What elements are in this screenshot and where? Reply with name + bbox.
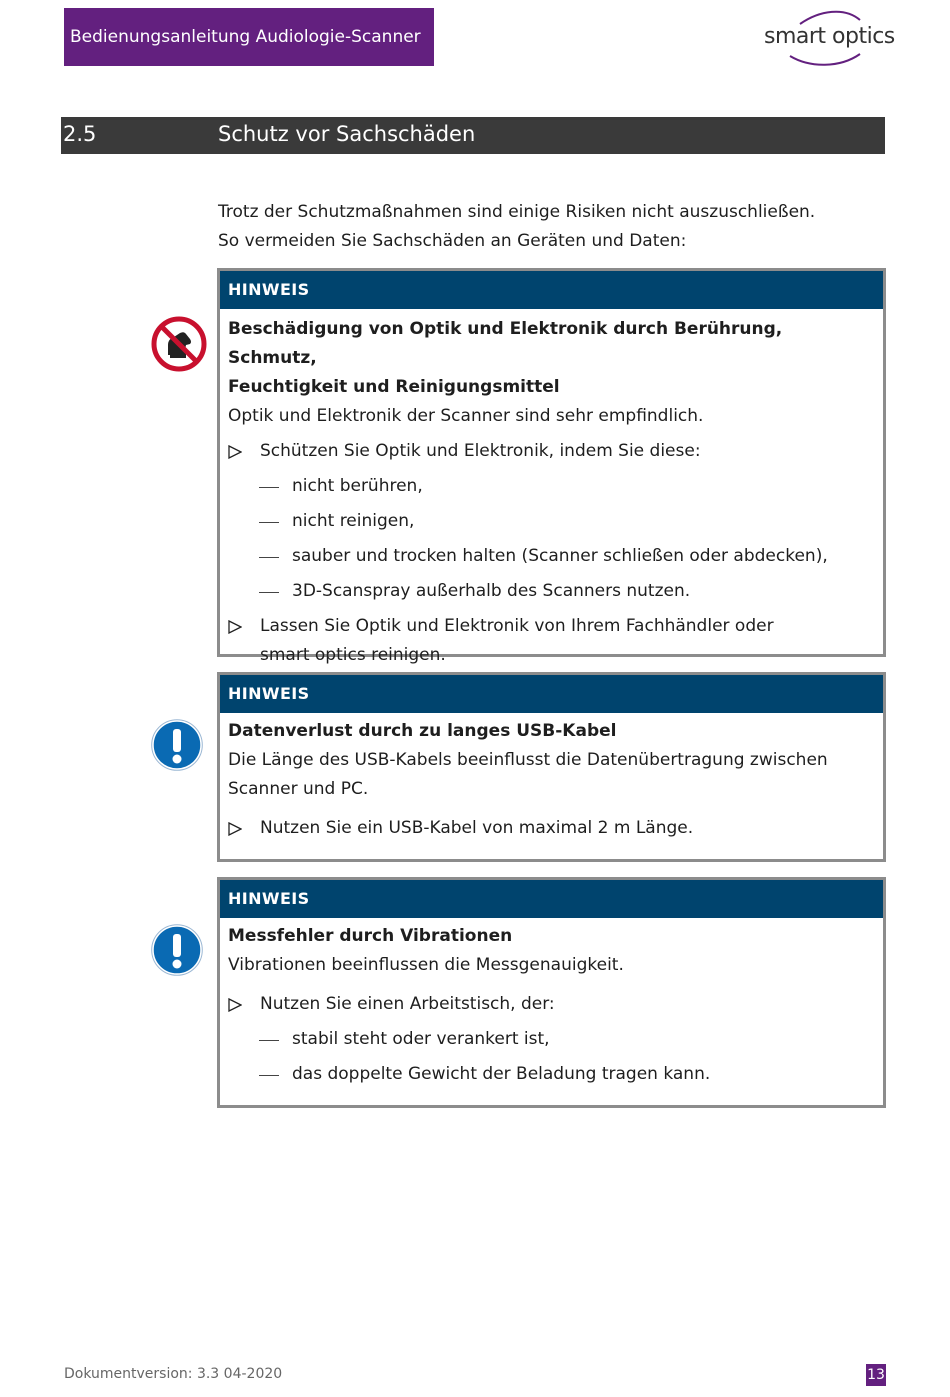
document-header — [64, 8, 434, 66]
instruction-step — [228, 612, 875, 670]
notice-title-line: Feuchtigkeit und Reinigungsmittel — [228, 377, 560, 397]
list-item-text: stabil steht oder verankert ist, — [292, 1029, 550, 1049]
notice-text: Vibrationen beeinflussen die Messgenauigkeit. — [228, 955, 624, 975]
dash-bullet-icon — [259, 487, 279, 488]
logo-text: smart optics — [764, 24, 895, 49]
notice-title-line: Beschädigung von Optik und Elektronik durch Berührung, Schmutz, — [228, 319, 783, 368]
notice-box-usb — [217, 672, 886, 862]
notice-body — [220, 713, 883, 851]
notice-header: HINWEIS — [220, 271, 883, 309]
do-not-touch-icon — [150, 315, 208, 373]
instruction-step — [228, 814, 875, 843]
page-number: 13 — [866, 1364, 886, 1386]
list-item — [228, 507, 875, 536]
exclamation-icon — [151, 924, 203, 976]
step-text: Nutzen Sie einen Arbeitstisch, der: — [260, 994, 555, 1014]
step-text: smart optics reinigen. — [260, 645, 446, 665]
intro-text — [218, 198, 878, 256]
list-item-text: 3D-Scanspray außerhalb des Scanners nutzen. — [292, 581, 691, 601]
notice-body — [220, 309, 883, 678]
exclamation-icon — [151, 719, 203, 771]
notice-body — [220, 918, 883, 1097]
list-item-text: das doppelte Gewicht der Beladung tragen kann. — [292, 1064, 711, 1084]
list-item-text: nicht berühren, — [292, 476, 423, 496]
notice-title — [228, 315, 875, 402]
notice-title: Messfehler durch Vibrationen — [228, 926, 513, 946]
list-item — [228, 1025, 875, 1054]
instruction-step — [228, 437, 875, 466]
document-version: Dokumentversion: 3.3 04-2020 — [64, 1366, 283, 1382]
intro-line: So vermeiden Sie Sachschäden an Geräten und Daten: — [218, 231, 687, 251]
step-text: Schützen Sie Optik und Elektronik, indem Sie diese: — [260, 441, 701, 461]
section-number: 2.5 — [63, 122, 97, 146]
header-title: Bedienungsanleitung Audiologie-Scanner — [70, 27, 421, 47]
dash-bullet-icon — [259, 1040, 279, 1041]
section-title: Schutz vor Sachschäden — [218, 122, 476, 146]
notice-header: HINWEIS — [220, 675, 883, 713]
notice-header: HINWEIS — [220, 880, 883, 918]
notice-title: Datenverlust durch zu langes USB-Kabel — [228, 721, 617, 741]
triangle-bullet-icon — [228, 998, 242, 1012]
dash-bullet-icon — [259, 592, 279, 593]
intro-line: Trotz der Schutzmaßnahmen sind einige Risiken nicht auszuschließen. — [218, 202, 816, 222]
triangle-bullet-icon — [228, 445, 242, 459]
triangle-bullet-icon — [228, 822, 242, 836]
triangle-bullet-icon — [228, 620, 242, 634]
instruction-step — [228, 990, 875, 1019]
list-item-text: sauber und trocken halten (Scanner schließen oder abdecken), — [292, 546, 828, 566]
notice-text-line: Die Länge des USB-Kabels beeinflusst die Datenübertragung zwischen — [228, 750, 828, 770]
step-text: Nutzen Sie ein USB-Kabel von maximal 2 m Länge. — [260, 818, 694, 838]
list-item — [228, 542, 875, 571]
notice-box-vibration — [217, 877, 886, 1108]
list-item — [228, 472, 875, 501]
dash-bullet-icon — [259, 522, 279, 523]
smart-optics-logo — [760, 8, 895, 68]
dash-bullet-icon — [259, 1075, 279, 1076]
notice-text-line: Scanner und PC. — [228, 779, 369, 799]
step-text: Lassen Sie Optik und Elektronik von Ihrem Fachhändler oder — [260, 616, 774, 636]
list-item-text: nicht reinigen, — [292, 511, 415, 531]
list-item — [228, 577, 875, 606]
dash-bullet-icon — [259, 557, 279, 558]
notice-box-optics — [217, 268, 886, 665]
notice-text — [228, 746, 875, 804]
section-heading — [61, 117, 885, 154]
list-item — [228, 1060, 875, 1089]
notice-text: Optik und Elektronik der Scanner sind sehr empfindlich. — [228, 406, 704, 426]
